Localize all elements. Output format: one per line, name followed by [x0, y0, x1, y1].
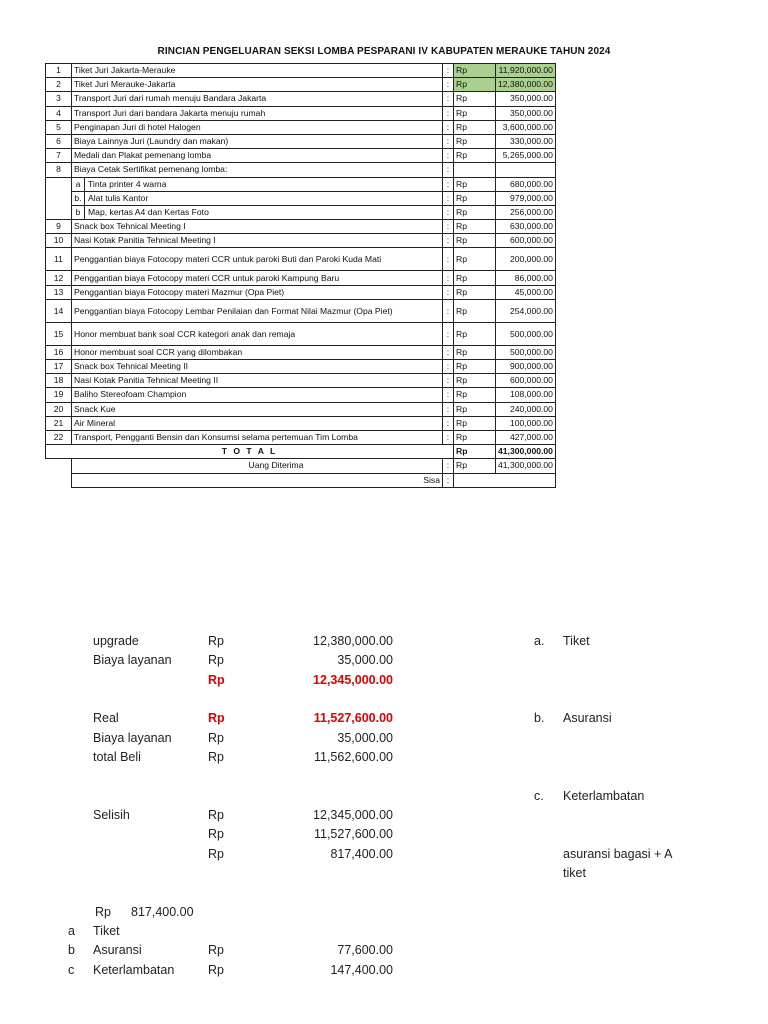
- row-number: 22: [46, 430, 72, 444]
- note-biaya2-amount: 35,000.00: [337, 731, 393, 745]
- row-description: Tiket Juri Merauke-Jakarta: [72, 78, 443, 92]
- row-colon: :: [443, 92, 454, 106]
- sum-amount: 817,400.00: [131, 905, 194, 919]
- row-colon: :: [443, 345, 454, 359]
- sisa-row: [46, 473, 556, 487]
- row-description: Nasi Kotak Panitia Tehnical Meeting II: [72, 374, 443, 388]
- sum-rp: Rp: [95, 905, 111, 919]
- row-number: 18: [46, 374, 72, 388]
- document-title: RINCIAN PENGELUARAN SEKSI LOMBA PESPARANI IV KABUPATEN MERAUKE TAHUN 2024: [157, 46, 611, 57]
- row-number: 17: [46, 360, 72, 374]
- row-colon: :: [443, 191, 454, 205]
- row-currency: Rp: [454, 345, 496, 359]
- note-net1-rp: Rp: [208, 673, 225, 687]
- note-biaya2-label: Biaya layanan: [93, 731, 172, 745]
- row-description: Honor membuat bank soal CCR kategori anak dan remaja: [72, 322, 443, 345]
- row-colon: :: [443, 106, 454, 120]
- row-amount: 45,000.00: [496, 285, 556, 299]
- note-selisih3-rp: Rp: [208, 847, 224, 861]
- row-subletter: b: [72, 206, 85, 219]
- row-colon: :: [443, 149, 454, 163]
- note-real-rp: Rp: [208, 711, 225, 725]
- note-real-label: Real: [93, 711, 119, 725]
- row-amount: 200,000.00: [496, 248, 556, 271]
- row-currency: Rp: [454, 285, 496, 299]
- row-description: Snack Kue: [72, 402, 443, 416]
- row-amount: 254,000.00: [496, 299, 556, 322]
- row-colon: :: [443, 120, 454, 134]
- note-totalbeli-amount: 11,562,600.00: [313, 750, 393, 764]
- row-colon: :: [443, 134, 454, 148]
- right-c-letter: c.: [534, 789, 544, 803]
- row-colon: :: [443, 416, 454, 430]
- row-colon: :: [443, 402, 454, 416]
- sisa-spacer: [46, 473, 72, 487]
- row-colon: :: [443, 220, 454, 234]
- row-description: Snack box Tehnical Meeting II: [72, 360, 443, 374]
- row-subletter: b.: [72, 192, 85, 205]
- row-description: Transport Juri dari bandara Jakarta menuju rumah: [72, 106, 443, 120]
- row-amount: 680,000.00: [496, 177, 556, 191]
- table-row: [46, 345, 556, 359]
- list-b-amount: 77,600.00: [337, 943, 393, 957]
- received-row: [46, 459, 556, 473]
- row-amount: 86,000.00: [496, 271, 556, 285]
- row-colon: :: [443, 205, 454, 219]
- received-colon: :: [443, 459, 454, 473]
- note-selisih-amount: 12,345,000.00: [313, 808, 393, 822]
- row-amount: 979,000.00: [496, 191, 556, 205]
- received-currency: Rp: [454, 459, 496, 473]
- row-number: 13: [46, 285, 72, 299]
- row-amount: 600,000.00: [496, 374, 556, 388]
- row-colon: :: [443, 271, 454, 285]
- row-amount: 350,000.00: [496, 106, 556, 120]
- row-currency: Rp: [454, 299, 496, 322]
- table-row: [46, 299, 556, 322]
- row-number: 20: [46, 402, 72, 416]
- note-selisih2-amount: 11,527,600.00: [313, 827, 393, 841]
- row-colon: :: [443, 360, 454, 374]
- right-note-line1: asuransi bagasi + A: [563, 847, 673, 861]
- row-amount: 630,000.00: [496, 220, 556, 234]
- table-row: [46, 388, 556, 402]
- total-label: T O T A L: [46, 445, 454, 459]
- table-row: [46, 220, 556, 234]
- row-description-text: Map, kertas A4 dan Kertas Foto: [88, 206, 209, 217]
- right-note-line2: tiket: [563, 866, 586, 880]
- right-b-letter: b.: [534, 711, 545, 725]
- sisa-amount: [454, 473, 556, 487]
- row-number: 19: [46, 388, 72, 402]
- table-row: [46, 271, 556, 285]
- row-currency: Rp: [454, 191, 496, 205]
- row-currency: Rp: [454, 388, 496, 402]
- row-number: 10: [46, 234, 72, 248]
- list-a-label: Tiket: [93, 924, 120, 938]
- note-selisih2-rp: Rp: [208, 827, 224, 841]
- row-colon: :: [443, 163, 454, 177]
- row-amount: 11,920,000.00: [496, 64, 556, 78]
- row-description: Nasi Kotak Panitia Tehnical Meeting I: [72, 234, 443, 248]
- row-currency: Rp: [454, 322, 496, 345]
- row-currency: Rp: [454, 205, 496, 219]
- row-currency: [454, 163, 496, 177]
- row-currency: Rp: [454, 220, 496, 234]
- row-subletter: a: [72, 178, 85, 191]
- total-amount: 41,300,000.00: [496, 445, 556, 459]
- row-currency: Rp: [454, 402, 496, 416]
- row-currency: Rp: [454, 416, 496, 430]
- row-colon: :: [443, 388, 454, 402]
- table-row: [46, 78, 556, 92]
- table-row: [46, 322, 556, 345]
- row-colon: :: [443, 64, 454, 78]
- total-row: [46, 445, 556, 459]
- row-amount: 256,000.00: [496, 205, 556, 219]
- table-row: [46, 205, 556, 219]
- sisa-label: Sisa: [72, 473, 443, 487]
- table-row: [46, 177, 556, 191]
- right-b-label: Asuransi: [563, 711, 612, 725]
- note-real-amount: 11,527,600.00: [313, 711, 393, 725]
- note-upgrade-rp: Rp: [208, 634, 224, 648]
- row-currency: Rp: [454, 234, 496, 248]
- note-selisih3-amount: 817,400.00: [330, 847, 393, 861]
- note-net1-amount: 12,345,000.00: [313, 673, 393, 687]
- row-colon: :: [443, 322, 454, 345]
- row-description: Baliho Stereofoam Champion: [72, 388, 443, 402]
- row-colon: :: [443, 78, 454, 92]
- row-number: 15: [46, 322, 72, 345]
- row-description: [72, 177, 443, 191]
- row-number: 9: [46, 220, 72, 234]
- table-row: [46, 106, 556, 120]
- row-number: 12: [46, 271, 72, 285]
- row-number: 1: [46, 64, 72, 78]
- row-amount: 100,000.00: [496, 416, 556, 430]
- row-colon: :: [443, 299, 454, 322]
- row-amount: 330,000.00: [496, 134, 556, 148]
- list-a-letter: a: [68, 924, 75, 938]
- row-number: 11: [46, 248, 72, 271]
- row-currency: Rp: [454, 64, 496, 78]
- table-row: [46, 430, 556, 444]
- row-description-text: Tinta printer 4 warna: [88, 178, 167, 189]
- row-number: 21: [46, 416, 72, 430]
- row-description: [72, 205, 443, 219]
- note-upgrade-label: upgrade: [93, 634, 139, 648]
- right-c-label: Keterlambatan: [563, 789, 645, 803]
- row-amount: 600,000.00: [496, 234, 556, 248]
- list-c-amount: 147,400.00: [330, 963, 393, 977]
- received-label: Uang Diterima: [72, 459, 443, 473]
- note-biaya1-label: Biaya layanan: [93, 653, 172, 667]
- table-row: [46, 163, 556, 177]
- row-description: Honor membuat soal CCR yang dilombakan: [72, 345, 443, 359]
- row-description: Penggantian biaya Fotocopy materi Mazmur (Opa Piet): [72, 285, 443, 299]
- sisa-colon: :: [443, 473, 454, 487]
- table-row: [46, 134, 556, 148]
- row-description: Tiket Juri Jakarta-Merauke: [72, 64, 443, 78]
- row-amount: 350,000.00: [496, 92, 556, 106]
- row-amount: 427,000.00: [496, 430, 556, 444]
- row-description: Snack box Tehnical Meeting I: [72, 220, 443, 234]
- row-amount: [496, 163, 556, 177]
- row-amount: 240,000.00: [496, 402, 556, 416]
- table-row: [46, 64, 556, 78]
- row-colon: :: [443, 234, 454, 248]
- row-currency: Rp: [454, 134, 496, 148]
- row-amount: 900,000.00: [496, 360, 556, 374]
- right-a-letter: a.: [534, 634, 545, 648]
- row-currency: Rp: [454, 149, 496, 163]
- table-row: [46, 248, 556, 271]
- note-upgrade-amount: 12,380,000.00: [313, 634, 393, 648]
- list-b-rp: Rp: [208, 943, 224, 957]
- note-selisih-label: Selisih: [93, 808, 130, 822]
- row-currency: Rp: [454, 430, 496, 444]
- table-row: [46, 149, 556, 163]
- row-currency: Rp: [454, 106, 496, 120]
- table-row: [46, 416, 556, 430]
- row-currency: Rp: [454, 248, 496, 271]
- row-number: 3: [46, 92, 72, 106]
- note-biaya1-rp: Rp: [208, 653, 224, 667]
- row-number: 2: [46, 78, 72, 92]
- row-description: Transport Juri dari rumah menuju Bandara Jakarta: [72, 92, 443, 106]
- expense-rows: [46, 64, 556, 488]
- note-biaya2-rp: Rp: [208, 731, 224, 745]
- row-currency: Rp: [454, 177, 496, 191]
- row-number: 4: [46, 106, 72, 120]
- note-biaya1-amount: 35,000.00: [337, 653, 393, 667]
- row-description: Penginapan Juri di hotel Halogen: [72, 120, 443, 134]
- table-row: [46, 92, 556, 106]
- row-description: Penggantian biaya Fotocopy materi CCR untuk paroki Kampung Baru: [72, 271, 443, 285]
- row-description: Penggantian biaya Fotocopy Lembar Penilaian dan Format Nilai Mazmur (Opa Piet): [72, 299, 443, 322]
- row-number: 16: [46, 345, 72, 359]
- table-row: [46, 360, 556, 374]
- list-c-letter: c: [68, 963, 75, 977]
- table-row: [46, 120, 556, 134]
- row-number: [46, 177, 72, 191]
- row-colon: :: [443, 374, 454, 388]
- list-c-rp: Rp: [208, 963, 224, 977]
- total-currency: Rp: [454, 445, 496, 459]
- row-colon: :: [443, 177, 454, 191]
- row-colon: :: [443, 248, 454, 271]
- row-number: 14: [46, 299, 72, 322]
- expense-table: [45, 63, 556, 488]
- row-description: Biaya Cetak Sertifikat pemenang lomba:: [72, 163, 443, 177]
- row-number: [46, 205, 72, 219]
- row-description: Biaya Lainnya Juri (Laundry dan makan): [72, 134, 443, 148]
- right-a-label: Tiket: [563, 634, 590, 648]
- row-currency: Rp: [454, 374, 496, 388]
- row-amount: 108,000.00: [496, 388, 556, 402]
- row-amount: 500,000.00: [496, 345, 556, 359]
- note-totalbeli-rp: Rp: [208, 750, 224, 764]
- row-currency: Rp: [454, 92, 496, 106]
- row-colon: :: [443, 285, 454, 299]
- row-description: [72, 191, 443, 205]
- row-amount: 5,265,000.00: [496, 149, 556, 163]
- note-selisih-rp: Rp: [208, 808, 224, 822]
- received-amount: 41,300,000.00: [496, 459, 556, 473]
- row-number: [46, 191, 72, 205]
- row-number: 6: [46, 134, 72, 148]
- row-number: 8: [46, 163, 72, 177]
- row-description: Penggantian biaya Fotocopy materi CCR untuk paroki Buti dan Paroki Kuda Mati: [72, 248, 443, 271]
- row-amount: 500,000.00: [496, 322, 556, 345]
- row-amount: 12,380,000.00: [496, 78, 556, 92]
- row-currency: Rp: [454, 271, 496, 285]
- row-description: Air Mineral: [72, 416, 443, 430]
- row-currency: Rp: [454, 78, 496, 92]
- row-description: Transport, Pengganti Bensin dan Konsumsi selama pertemuan Tim Lomba: [72, 430, 443, 444]
- received-spacer: [46, 459, 72, 473]
- row-colon: :: [443, 430, 454, 444]
- note-totalbeli-label: total Beli: [93, 750, 141, 764]
- row-description: Medali dan Plakat pemenang lomba: [72, 149, 443, 163]
- row-amount: 3,600,000.00: [496, 120, 556, 134]
- row-number: 7: [46, 149, 72, 163]
- table-row: [46, 374, 556, 388]
- list-b-letter: b: [68, 943, 75, 957]
- list-c-label: Keterlambatan: [93, 963, 175, 977]
- table-row: [46, 285, 556, 299]
- row-currency: Rp: [454, 360, 496, 374]
- row-description-text: Alat tulis Kantor: [88, 192, 149, 203]
- table-row: [46, 234, 556, 248]
- table-row: [46, 191, 556, 205]
- row-number: 5: [46, 120, 72, 134]
- list-b-label: Asuransi: [93, 943, 142, 957]
- row-currency: Rp: [454, 120, 496, 134]
- table-row: [46, 402, 556, 416]
